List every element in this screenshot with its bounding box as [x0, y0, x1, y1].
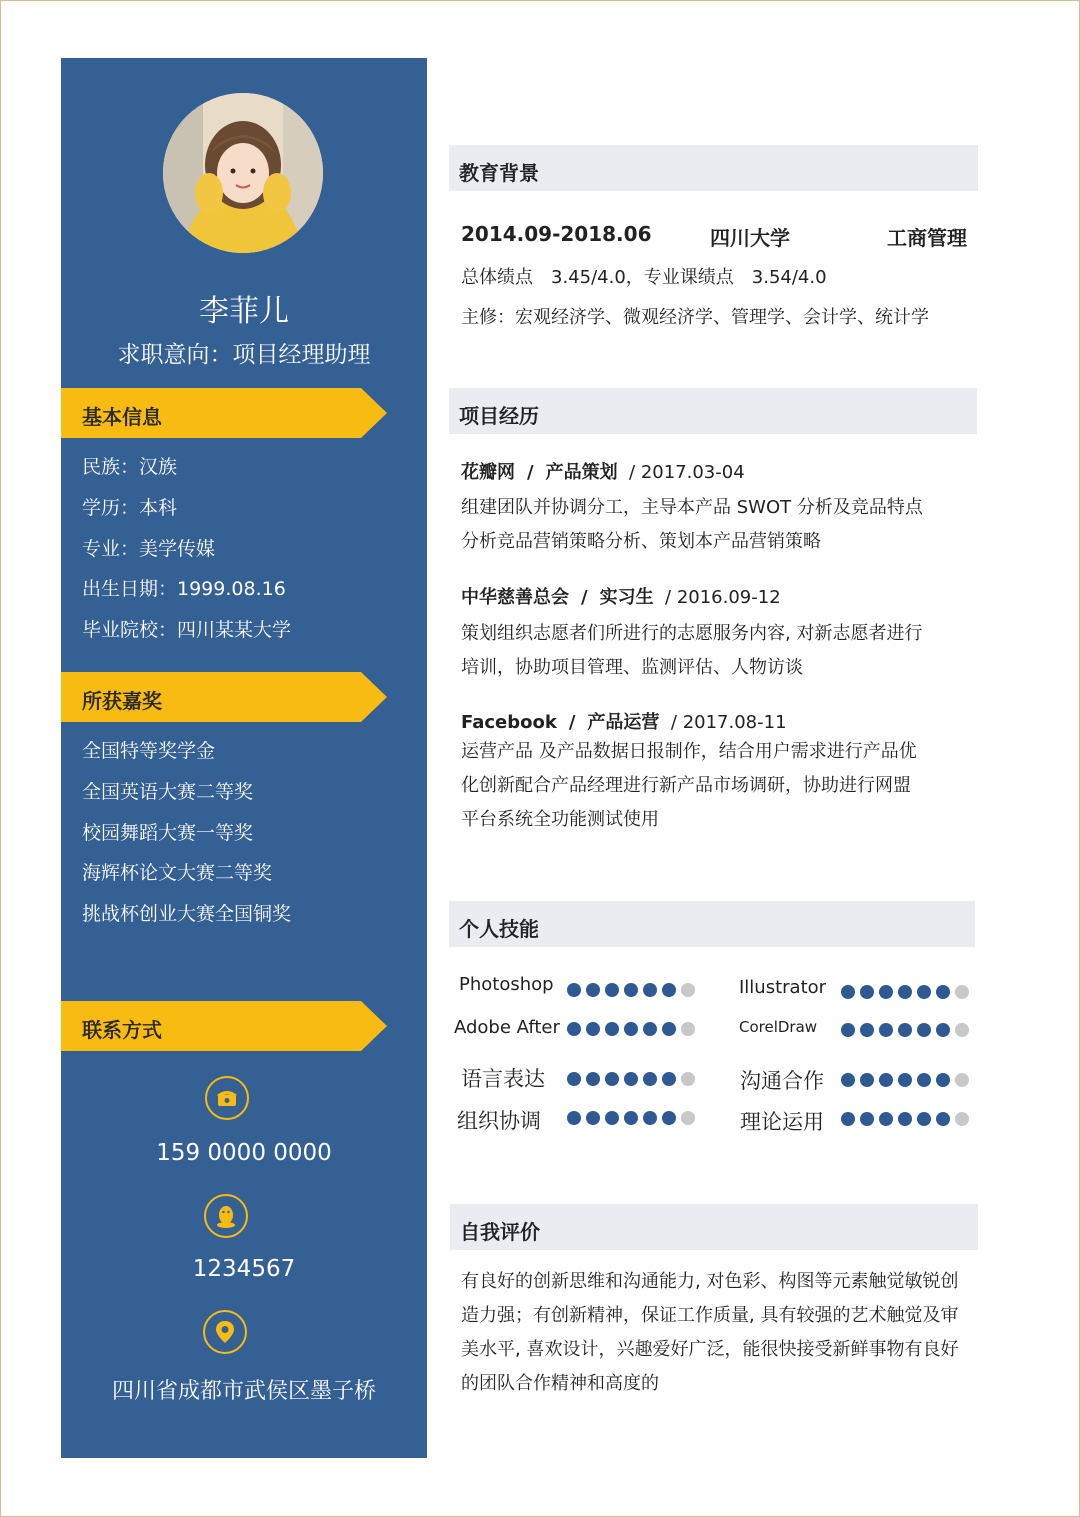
- qq-penguin-icon: [204, 1194, 248, 1238]
- self-eval-line: 造力强；有创新精神，保证工作质量, 具有较强的艺术触觉及审: [461, 1305, 959, 1326]
- skill-dot-filled: [879, 985, 893, 999]
- skill-dot-filled: [605, 1072, 619, 1086]
- skill-dot-filled: [567, 983, 581, 997]
- info-school: 毕业院校：四川某某大学: [82, 619, 292, 642]
- phone-number: 159 0000 0000: [156, 1140, 332, 1166]
- project-role: 产品运营: [587, 712, 660, 733]
- skill-dot-filled: [567, 1022, 581, 1036]
- project-role: 产品策划: [545, 462, 618, 483]
- skill-dot-filled: [936, 1112, 950, 1126]
- skill-dot-filled: [841, 1023, 855, 1037]
- project-date: 2016.09-12: [676, 587, 781, 608]
- education-period: 2014.09-2018.06: [461, 222, 652, 246]
- skill-dot-empty: [681, 983, 695, 997]
- education-gpa: 总体绩点 3.45/4.0，专业课绩点 3.54/4.0: [461, 267, 827, 288]
- education-title: 教育背景: [459, 161, 539, 185]
- skills-header: [449, 901, 975, 947]
- skill-dot-filled: [879, 1023, 893, 1037]
- skills-title: 个人技能: [459, 917, 539, 941]
- skill-dots-expression: [567, 1072, 723, 1088]
- skill-dots-organization: [567, 1111, 723, 1127]
- skill-dots-illustrator: [841, 985, 997, 1001]
- project-description: [461, 735, 1001, 837]
- skill-dot-filled: [605, 983, 619, 997]
- awards-title: 所获嘉奖: [82, 689, 162, 713]
- skill-label-communication: 沟通合作: [740, 1069, 824, 1093]
- qq-number: 1234567: [192, 1256, 296, 1282]
- skill-dot-filled: [605, 1022, 619, 1036]
- contact-title: 联系方式: [82, 1018, 162, 1042]
- skill-label-theory: 理论运用: [740, 1110, 824, 1134]
- project-description: [461, 617, 1001, 685]
- awards-list: [82, 731, 291, 935]
- award-item: 海辉杯论文大赛二等奖: [82, 862, 273, 885]
- basic-info-title: 基本信息: [82, 405, 162, 429]
- skill-dot-filled: [879, 1112, 893, 1126]
- project-line: 分析竞品营销策略分析、策划本产品营销策略: [461, 531, 821, 552]
- project-line: 组建团队并协调分工，主导本产品 SWOT 分析及竞品特点: [461, 497, 923, 518]
- skill-dot-filled: [567, 1072, 581, 1086]
- skill-dot-filled: [643, 1111, 657, 1125]
- project-heading: 花瓣网 / 产品策划 / 2017.03-04: [461, 462, 745, 483]
- skill-dot-filled: [643, 1072, 657, 1086]
- skill-dot-empty: [681, 1022, 695, 1036]
- awards-banner: [61, 672, 361, 722]
- skill-label-coreldraw: CorelDraw: [739, 1018, 818, 1036]
- skill-dot-filled: [586, 983, 600, 997]
- skill-dot-filled: [936, 1073, 950, 1087]
- education-school: 四川大学: [710, 226, 790, 250]
- skill-dot-filled: [936, 985, 950, 999]
- skill-label-expression: 语言表达: [461, 1067, 545, 1091]
- info-major: 专业：美学传媒: [82, 537, 216, 560]
- self-eval-text: [461, 1265, 1001, 1401]
- project-role: 实习生: [599, 587, 654, 608]
- project-org: Facebook: [461, 712, 557, 733]
- job-intent: 求职意向：项目经理助理: [117, 342, 371, 368]
- skill-dot-filled: [917, 1112, 931, 1126]
- project-date: 2017.08-11: [682, 712, 787, 733]
- project-date: 2017.03-04: [640, 462, 745, 483]
- skill-dot-filled: [898, 1073, 912, 1087]
- contact-banner: [61, 1001, 361, 1051]
- self-eval-line: 有良好的创新思维和沟通能力, 对色彩、构图等元素触觉敏锐创: [461, 1271, 959, 1292]
- skill-dot-filled: [917, 1023, 931, 1037]
- education-major: 工商管理: [887, 226, 967, 250]
- skill-dot-filled: [624, 983, 638, 997]
- skill-dot-filled: [643, 1022, 657, 1036]
- skill-dot-filled: [936, 1023, 950, 1037]
- skill-dots-photoshop: [567, 983, 723, 999]
- project-org: 中华慈善总会: [461, 587, 569, 608]
- skill-dot-filled: [860, 1112, 874, 1126]
- skill-dot-filled: [662, 1111, 676, 1125]
- skill-dot-filled: [605, 1111, 619, 1125]
- award-item: 全国特等奖学金: [82, 740, 216, 762]
- skill-dot-filled: [841, 1112, 855, 1126]
- skill-dot-empty: [681, 1072, 695, 1086]
- education-header: [449, 145, 978, 191]
- skill-dot-empty: [955, 1112, 969, 1126]
- location-pin-icon: [203, 1310, 247, 1354]
- address: 四川省成都市武侯区墨子桥: [111, 1379, 376, 1404]
- self-eval-title: 自我评价: [460, 1220, 540, 1244]
- self-eval-line: 的团队合作精神和高度的: [461, 1373, 659, 1394]
- skill-dots-adobe-after: [567, 1022, 723, 1038]
- skill-dots-theory: [841, 1112, 997, 1128]
- project-description: [461, 491, 1001, 559]
- skill-dot-filled: [586, 1022, 600, 1036]
- skill-dot-filled: [662, 1072, 676, 1086]
- skill-dot-empty: [681, 1111, 695, 1125]
- award-item: 校园舞蹈大赛一等奖: [82, 821, 254, 844]
- skill-dot-filled: [662, 983, 676, 997]
- skill-dot-empty: [955, 1023, 969, 1037]
- skill-dot-filled: [624, 1022, 638, 1036]
- info-birthdate: 出生日期：1999.08.16: [82, 578, 286, 601]
- skill-dot-filled: [898, 1112, 912, 1126]
- project-org: 花瓣网: [461, 462, 515, 483]
- skill-dot-filled: [841, 985, 855, 999]
- skill-dot-filled: [898, 985, 912, 999]
- skill-dots-communication: [841, 1073, 997, 1089]
- self-eval-line: 美水平, 喜欢设计，兴趣爱好广泛，能很快接受新鲜事物有良好: [461, 1339, 959, 1360]
- project-line: 平台系统全功能测试使用: [461, 809, 659, 830]
- avatar: [163, 93, 323, 253]
- project-heading: 中华慈善总会 / 实习生 / 2016.09-12: [461, 587, 781, 608]
- skill-dot-filled: [917, 985, 931, 999]
- skill-dot-empty: [955, 985, 969, 999]
- project-line: 化创新配合产品经理进行新产品市场调研，协助进行网盟: [461, 775, 911, 796]
- project-line: 策划组织志愿者们所进行的志愿服务内容, 对新志愿者进行: [461, 623, 923, 644]
- skill-dot-filled: [586, 1072, 600, 1086]
- self-eval-header: [450, 1204, 978, 1250]
- skill-dot-filled: [917, 1073, 931, 1087]
- skill-dot-filled: [860, 1023, 874, 1037]
- skill-label-illustrator: Illustrator: [739, 977, 827, 998]
- sidebar: [61, 58, 427, 1458]
- info-education: 学历：本科: [82, 496, 178, 519]
- award-item: 挑战杯创业大赛全国铜奖: [82, 903, 292, 926]
- info-ethnicity: 民族：汉族: [82, 456, 178, 478]
- basic-info-list: [82, 447, 291, 651]
- skill-dot-filled: [567, 1111, 581, 1125]
- skill-dots-coreldraw: [841, 1023, 997, 1039]
- skill-dot-filled: [662, 1022, 676, 1036]
- avatar-photo: [163, 93, 323, 253]
- award-item: 全国英语大赛二等奖: [82, 780, 254, 803]
- phone-icon: [205, 1076, 249, 1120]
- skill-dot-filled: [879, 1073, 893, 1087]
- skill-dot-filled: [586, 1111, 600, 1125]
- skill-dot-filled: [841, 1073, 855, 1087]
- project-line: 培训，协助项目管理、监测评估、人物访谈: [461, 657, 803, 678]
- skill-dot-filled: [624, 1072, 638, 1086]
- skill-dot-filled: [860, 985, 874, 999]
- skill-dot-filled: [643, 983, 657, 997]
- projects-header: [449, 388, 977, 434]
- skill-dot-filled: [624, 1111, 638, 1125]
- basic-info-banner: [61, 388, 361, 438]
- project-line: 运营产品 及产品数据日报制作，结合用户需求进行产品优: [461, 741, 917, 762]
- skill-dot-filled: [860, 1073, 874, 1087]
- skill-label-organization: 组织协调: [457, 1109, 541, 1133]
- skill-label-adobe-after: Adobe After: [454, 1017, 560, 1038]
- education-courses: 主修：宏观经济学、微观经济学、管理学、会计学、统计学: [461, 307, 929, 328]
- candidate-name: 李菲儿: [199, 294, 289, 329]
- skill-label-photoshop: Photoshop: [459, 974, 554, 995]
- skill-dot-empty: [955, 1073, 969, 1087]
- skill-dot-filled: [898, 1023, 912, 1037]
- project-heading: Facebook / 产品运营 / 2017.08-11: [461, 712, 787, 733]
- projects-title: 项目经历: [459, 404, 539, 428]
